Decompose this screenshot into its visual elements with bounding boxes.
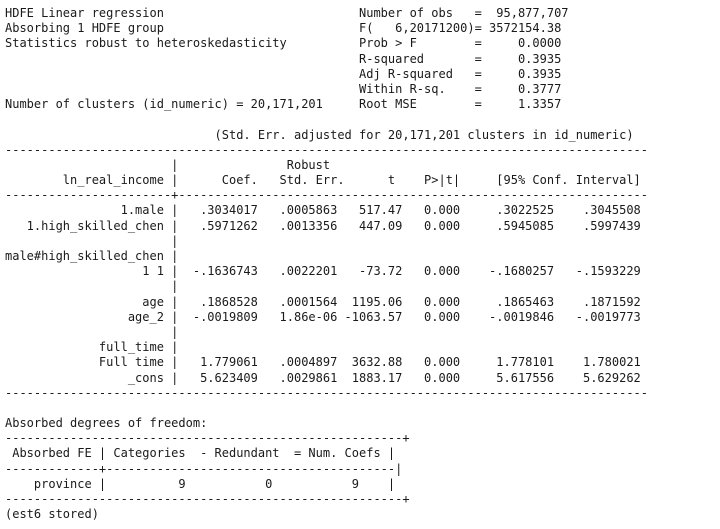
output-line: full_time | xyxy=(5,340,179,355)
output-line: ln_real_income | Coef. Std. Err. t P>|t| [95% Conf. Interval] xyxy=(5,173,641,188)
output-line: Absorbed FE | Categories - Redundant = Num. Coefs | xyxy=(5,446,396,461)
output-line: | xyxy=(5,233,179,248)
output-line xyxy=(5,401,648,416)
output-line: ----------------------------------------------------------------------------------------- xyxy=(5,385,648,400)
output-line: Statistics robust to heteroskedasticity Prob > F = 0.0000 xyxy=(5,36,562,51)
output-line: age | .1868528 .0001564 1195.06 0.000 .1865463 .1871592 xyxy=(5,294,641,309)
output-line: (est6 stored) xyxy=(5,507,99,522)
output-line: _cons | 5.623409 .0029861 1883.17 0.000 5.617556 5.629262 xyxy=(5,370,641,385)
output-line: 1 1 | -.1636743 .0022201 -73.72 0.000 -.1680257 -.1593229 xyxy=(5,264,641,279)
output-line: Within R-sq. = 0.3777 xyxy=(5,81,562,96)
output-line xyxy=(5,112,648,127)
output-line: R-squared = 0.3935 xyxy=(5,51,562,66)
output-line: -----------------------+----------------------------------------------------------------- xyxy=(5,188,648,203)
output-line: -------------------------------------------------------+ xyxy=(5,492,410,506)
output-line: province | 9 0 9 | xyxy=(5,476,396,491)
output-line: Full time | 1.779061 .0004897 3632.88 0.000 1.778101 1.780021 xyxy=(5,355,641,370)
output-line: Absorbing 1 HDFE group F( 6,20171200)= 3572154.38 xyxy=(5,21,562,36)
output-line: male#high_skilled_chen | xyxy=(5,249,179,263)
output-line: Absorbed degrees of freedom: xyxy=(5,416,208,431)
output-line: -------------+----------------------------------------| xyxy=(5,461,403,476)
output-line: 1.male | .3034017 .0005863 517.47 0.000 .3022525 .3045508 xyxy=(5,203,641,218)
output-line: Number of clusters (id_numeric) = 20,171,201 Root MSE = 1.3357 xyxy=(5,97,562,112)
output-line: age_2 | -.0019809 1.86e-06 -1063.57 0.000 -.0019846 -.0019773 xyxy=(5,309,641,324)
output-line: | xyxy=(5,324,179,339)
output-line: ----------------------------------------------------------------------------------------- xyxy=(5,142,648,157)
output-line: 1.high_skilled_chen | .5971262 .0013356 447.09 0.000 .5945085 .5997439 xyxy=(5,218,641,233)
output-line: (Std. Err. adjusted for 20,171,201 clusters in id_numeric) xyxy=(5,127,634,142)
output-line: | Robust xyxy=(5,157,331,172)
output-line: Adj R-squared = 0.3935 xyxy=(5,66,562,81)
stata-output xyxy=(5,6,648,522)
output-line: | xyxy=(5,279,179,294)
output-line: -------------------------------------------------------+ xyxy=(5,431,410,446)
output-line: HDFE Linear regression Number of obs = 95,877,707 xyxy=(5,6,569,20)
